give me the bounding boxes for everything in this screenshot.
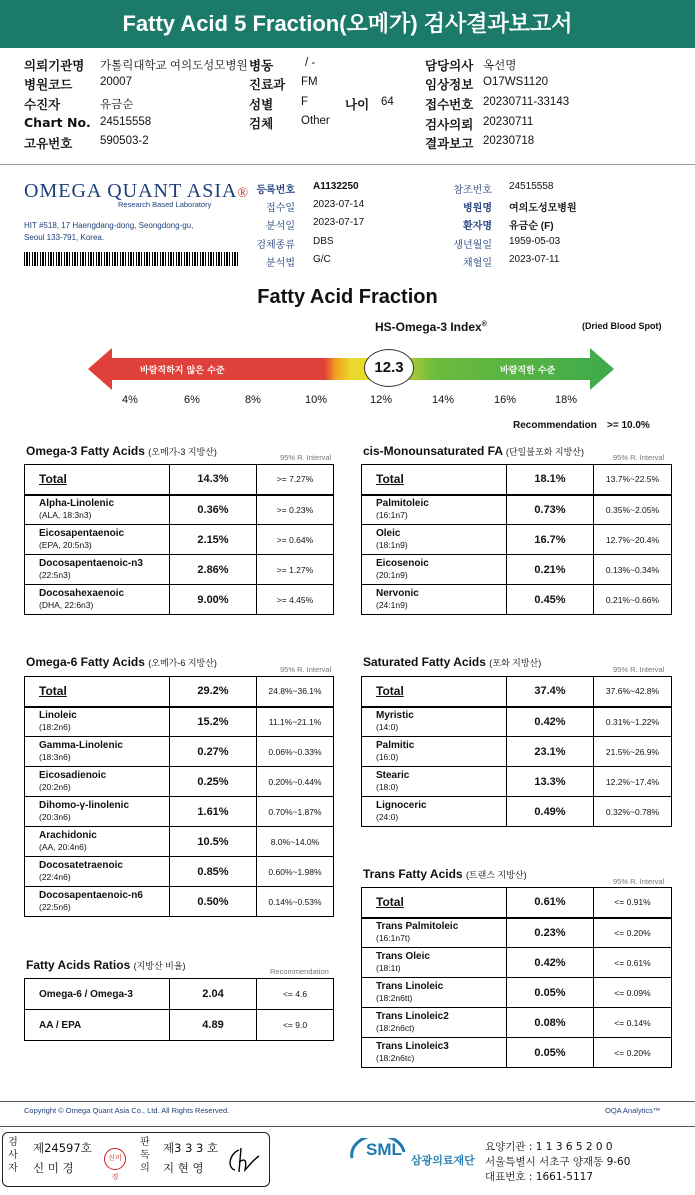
row-label: Arachidonic [39, 830, 97, 841]
row-name [362, 767, 507, 797]
row-value: 0.61% [507, 888, 594, 918]
row-range: <= 4.6 [257, 979, 334, 1010]
table-row [25, 797, 334, 827]
row-value: 0.85% [170, 857, 257, 887]
mufa-table [361, 464, 672, 615]
row-name [25, 707, 170, 737]
ref-no-label: 참조번호 [453, 185, 492, 196]
row-label: Trans Oleic [376, 951, 430, 962]
row-label: Docosapentaenoic-n3 [39, 558, 143, 569]
institution-value: 가톨릭대학교 여의도성모병원 [100, 60, 248, 72]
total-row [362, 465, 672, 495]
table-row [25, 827, 334, 857]
reg-no-value: A1132250 [313, 181, 359, 192]
row-sublabel: (14:0) [376, 722, 399, 733]
row-name [362, 918, 507, 948]
row-range: 0.70%~1.87% [257, 797, 334, 827]
omega3-title: Omega-3 Fatty Acids (오메가-3 지방산) [26, 444, 217, 458]
request-label: 검사의뢰 [425, 117, 474, 132]
omega3-index-title: HS-Omega-3 Index® [375, 320, 487, 334]
row-label: Palmitic [376, 740, 415, 751]
hospital-code-value: 20007 [100, 76, 132, 88]
doctor-value: 옥선명 [483, 60, 517, 72]
reg-no-label: 등록번호 [256, 185, 295, 196]
age-label: 나이 [345, 97, 370, 112]
collected-label: 채혈일 [463, 258, 492, 269]
row-sublabel: (16:0) [376, 752, 399, 762]
gauge-low-label: 바람직하지 않은 수준 [140, 366, 225, 376]
gauge-tick-label: 6% [184, 394, 200, 406]
omega6-table [24, 676, 334, 917]
institution-phone: 대표번호 : 1661-5117 [485, 1171, 594, 1183]
row-label: Palmitoleic [376, 498, 429, 510]
table-row [362, 585, 672, 615]
row-name [25, 797, 170, 827]
total-row [25, 677, 334, 707]
hospital-code-label: 병원코드 [24, 77, 73, 92]
trans-ref: 95% R. Interval [613, 877, 665, 886]
row-label: Oleic [376, 528, 401, 539]
reviewer-label: 판독의 [140, 1137, 150, 1174]
row-label: Eicosadienoic [39, 770, 107, 781]
row-label: Trans Palmitoleic [376, 921, 459, 933]
row-range: 24.8%~36.1% [257, 677, 334, 707]
row-label: Trans Linoleic [376, 981, 444, 992]
hospital-label: 병원명 [463, 203, 492, 214]
row-label: Docosahexaenoic [39, 588, 125, 599]
row-name: Total [362, 888, 507, 918]
institution-code: 요양기관 : 1 1 3 6 5 2 0 0 [485, 1141, 613, 1153]
receipt-no-label: 접수번호 [425, 97, 474, 112]
omega6-title: Omega-6 Fatty Acids (오메가-6 지방산) [26, 655, 217, 669]
row-name [25, 525, 170, 555]
row-name [362, 1038, 507, 1068]
row-value: 0.21% [507, 555, 594, 585]
row-value: 0.27% [170, 737, 257, 767]
table-row [25, 857, 334, 887]
dept-label: 진료과 [249, 77, 286, 92]
ooa-analytics: OQA Analytics™ [605, 1106, 661, 1115]
row-value: 1.61% [170, 797, 257, 827]
row-value: 0.25% [170, 767, 257, 797]
row-label: Linoleic [39, 710, 77, 722]
row-value: 0.23% [507, 918, 594, 948]
row-value: 9.00% [170, 585, 257, 615]
lab-address: HIT #518, 17 Haengdang-dong, Seongdong-gu, Seoul 133-791, Korea. [24, 221, 194, 242]
row-value: 0.05% [507, 978, 594, 1008]
row-sublabel: (DHA, 22:6n3) [39, 600, 94, 610]
report-value: 20230718 [483, 135, 535, 147]
saturated-table [361, 676, 672, 827]
row-range: 0.31%~1.22% [594, 707, 672, 737]
row-range: <= 0.20% [594, 1038, 672, 1068]
barcode [24, 252, 240, 266]
collected-value: 2023-07-11 [509, 254, 560, 265]
copyright: Copyright © Omega Quant Asia Co., Ltd. All Rights Reserved. [24, 1106, 230, 1115]
row-sublabel: (AA, 20:4n6) [39, 842, 87, 852]
received-value: 2023-07-14 [313, 199, 365, 210]
analyzed-value: 2023-07-17 [313, 217, 365, 228]
row-range: <= 0.91% [594, 888, 672, 918]
row-label: Eicosenoic [376, 558, 429, 569]
row-name [25, 585, 170, 615]
row-sublabel: (18:2n6ct) [376, 1023, 415, 1033]
analyzed-label: 분석일 [266, 221, 295, 232]
row-value: 18.1% [507, 465, 594, 495]
row-label: Nervonic [376, 588, 419, 599]
row-sublabel: (18:2n6tt) [376, 993, 413, 1003]
table-row [25, 585, 334, 615]
row-value: 4.89 [170, 1010, 257, 1041]
row-sublabel: (18:3n6) [39, 752, 71, 762]
row-sublabel: (EPA, 20:5n3) [39, 540, 92, 550]
row-range: 0.21%~0.66% [594, 585, 672, 615]
report-title: Fatty Acid 5 Fraction(오메가) 검사결과보고서 [0, 0, 695, 48]
divider [0, 164, 695, 165]
row-name [362, 797, 507, 827]
gauge-tick-label: 14% [431, 394, 455, 406]
table-row [362, 525, 672, 555]
fatty-acid-fraction-title: Fatty Acid Fraction [257, 286, 438, 308]
row-label: Eicosapentaenoic [39, 528, 125, 539]
lab-subtitle: Research Based Laboratory [118, 200, 212, 209]
row-value: 0.50% [170, 887, 257, 917]
row-sublabel: (18:2n6) [39, 722, 71, 733]
table-row [362, 978, 672, 1008]
table-row [362, 495, 672, 525]
recommendation-value: >= 10.0% [607, 420, 650, 431]
sample-value: DBS [313, 236, 334, 247]
row-value: 0.45% [507, 585, 594, 615]
row-name [362, 1008, 507, 1038]
recipient-label: 수진자 [24, 97, 61, 112]
row-sublabel: (22:4n6) [39, 872, 71, 882]
row-value: 14.3% [170, 465, 257, 495]
table-row [362, 1008, 672, 1038]
row-label: Alpha-Linolenic [39, 498, 114, 510]
row-sublabel: (18:0) [376, 782, 399, 792]
tester-seal: 신미경 [104, 1148, 126, 1170]
row-range: <= 0.61% [594, 948, 672, 978]
row-value: 0.73% [507, 495, 594, 525]
row-label: Trans Linoleic2 [376, 1011, 449, 1022]
receipt-no-value: 20230711-33143 [483, 96, 570, 108]
row-value: 16.7% [507, 525, 594, 555]
row-sublabel: (18:1t) [376, 963, 401, 973]
lab-logo: OMEGA QUANT ASIA® [24, 180, 250, 202]
table-row [25, 555, 334, 585]
gauge-tick-label: 12% [369, 394, 393, 406]
row-name [25, 555, 170, 585]
omega3-table [24, 464, 334, 615]
request-value: 20230711 [483, 116, 534, 128]
row-value: 29.2% [170, 677, 257, 707]
row-label: Trans Linoleic3 [376, 1041, 449, 1052]
doctor-label: 담당의사 [425, 58, 474, 73]
sml-name: 삼광의료재단 [411, 1154, 475, 1167]
chart-value: 24515558 [100, 116, 152, 128]
trans-title: Trans Fatty Acids (트랜스 지방산) [363, 867, 527, 881]
row-label: Docosapentaenoic-n6 [39, 890, 143, 901]
row-name [25, 767, 170, 797]
table-row [362, 737, 672, 767]
row-range: 0.13%~0.34% [594, 555, 672, 585]
row-name [25, 495, 170, 525]
mufa-title: cis-Monounsaturated FA (단일불포화 지방산) [363, 444, 584, 458]
saturated-title: Saturated Fatty Acids (포화 지방산) [363, 655, 542, 669]
row-sublabel: (20:3n6) [39, 812, 71, 822]
dob-value: 1959-05-03 [509, 236, 561, 247]
row-range: 12.2%~17.4% [594, 767, 672, 797]
table-row [25, 525, 334, 555]
dept-value: FM [301, 76, 318, 88]
row-range: 12.7%~20.4% [594, 525, 672, 555]
tester-name: 신 미 경 [33, 1161, 74, 1175]
sex-value: F [301, 96, 309, 108]
row-name [362, 495, 507, 525]
row-sublabel: (18:2n6tc) [376, 1053, 415, 1063]
row-range: 0.35%~2.05% [594, 495, 672, 525]
reviewer-license: 제3 3 3 호 [163, 1141, 219, 1155]
gauge-tick-label: 16% [493, 394, 517, 406]
specimen-value: Other [301, 115, 330, 127]
sample-type-note: (Dried Blood Spot) [582, 321, 662, 331]
row-name [362, 585, 507, 615]
row-range: >= 7.27% [257, 465, 334, 495]
row-name [362, 555, 507, 585]
reviewer-signature [225, 1144, 265, 1176]
row-name: Total [25, 465, 170, 495]
gauge-tick-label: 4% [122, 394, 138, 406]
tester-license: 제24597호 [33, 1141, 92, 1155]
method-value: G/C [313, 254, 331, 265]
report-label: 결과보고 [425, 136, 474, 151]
sample-label: 검체종류 [256, 240, 295, 251]
row-name [362, 525, 507, 555]
row-sublabel: (22:5n3) [39, 570, 71, 580]
row-label: Dihomo-γ-linolenic [39, 800, 129, 811]
row-value: 0.05% [507, 1038, 594, 1068]
row-range: 8.0%~14.0% [257, 827, 334, 857]
row-value: 0.42% [507, 948, 594, 978]
dob-label: 생년월일 [453, 240, 492, 251]
row-range: >= 0.64% [257, 525, 334, 555]
row-value: 0.49% [507, 797, 594, 827]
row-value: 37.4% [507, 677, 594, 707]
omega3-index-value: 12.3 [364, 349, 414, 387]
row-name [25, 887, 170, 917]
table-row [362, 797, 672, 827]
row-label: Docosatetraenoic [39, 860, 123, 871]
sml-logo: SML [366, 1140, 402, 1159]
ratios-ref: Recommendation [270, 967, 329, 976]
method-label: 분석법 [266, 258, 295, 269]
row-value: 15.2% [170, 707, 257, 737]
mufa-ref: 95% R. Interval [613, 453, 665, 462]
row-sublabel: (16:1n7t) [376, 933, 411, 944]
age-value: 64 [381, 96, 394, 108]
row-label: Myristic [376, 710, 414, 722]
row-range: >= 1.27% [257, 555, 334, 585]
table-row [362, 948, 672, 978]
row-value: 0.42% [507, 707, 594, 737]
gauge-tick-label: 10% [304, 394, 328, 406]
table-row [25, 495, 334, 525]
recommendation-label: Recommendation [513, 420, 597, 431]
received-label: 접수일 [266, 203, 295, 214]
row-name: Total [362, 465, 507, 495]
table-row [25, 979, 334, 1010]
table-row [25, 707, 334, 737]
specimen-label: 검체 [249, 116, 274, 131]
row-name [25, 737, 170, 767]
row-sublabel: (22:5n6) [39, 902, 71, 912]
recipient-value: 유금순 [100, 99, 134, 111]
omega6-ref: 95% R. Interval [280, 665, 332, 674]
row-label: Stearic [376, 770, 410, 781]
sex-label: 성별 [249, 97, 274, 112]
row-value: 0.08% [507, 1008, 594, 1038]
row-range: >= 4.45% [257, 585, 334, 615]
row-range: <= 0.09% [594, 978, 672, 1008]
row-label: Lignoceric [376, 800, 427, 811]
institution-address: 서울특별시 서초구 양재동 9-60 [485, 1156, 631, 1168]
table-row [25, 737, 334, 767]
ward-label: 병동 [249, 58, 274, 73]
ratios-table [24, 978, 334, 1041]
saturated-ref: 95% R. Interval [613, 665, 665, 674]
row-name [362, 737, 507, 767]
row-name: Total [362, 677, 507, 707]
row-range: 0.20%~0.44% [257, 767, 334, 797]
row-value: 10.5% [170, 827, 257, 857]
table-row [362, 918, 672, 948]
row-name [25, 827, 170, 857]
ward-value: / - [305, 57, 316, 69]
row-name: Omega-6 / Omega-3 [25, 979, 170, 1010]
chart-label: Chart No. [24, 115, 91, 130]
reviewer-name: 지 현 영 [163, 1161, 204, 1175]
row-range: >= 0.23% [257, 495, 334, 525]
gauge-high-label: 바람직한 수준 [500, 366, 556, 376]
row-range: 0.60%~1.98% [257, 857, 334, 887]
row-range: 0.32%~0.78% [594, 797, 672, 827]
patient-value: 유금순 (F) [509, 221, 554, 232]
row-sublabel: (20:1n9) [376, 570, 408, 580]
row-value: 0.36% [170, 495, 257, 525]
table-row [362, 707, 672, 737]
row-range: 21.5%~26.9% [594, 737, 672, 767]
row-sublabel: (20:2n6) [39, 782, 71, 792]
omega3-ref: 95% R. Interval [280, 453, 332, 462]
footer-divider [0, 1101, 695, 1102]
row-sublabel: (16:1n7) [376, 510, 408, 521]
row-sublabel: (18:1n9) [376, 540, 408, 550]
row-name [362, 978, 507, 1008]
row-name [362, 707, 507, 737]
unique-value: 590503-2 [100, 135, 149, 147]
institution-label: 의뢰기관명 [24, 58, 85, 73]
row-sublabel: (24:0) [376, 812, 399, 822]
hospital-value: 여의도성모병원 [509, 203, 577, 214]
row-label: Gamma-Linolenic [39, 740, 123, 751]
row-range: 0.14%~0.53% [257, 887, 334, 917]
row-value: 2.86% [170, 555, 257, 585]
row-name: AA / EPA [25, 1010, 170, 1041]
row-range: <= 0.14% [594, 1008, 672, 1038]
row-range: 13.7%~22.5% [594, 465, 672, 495]
row-value: 23.1% [507, 737, 594, 767]
row-value: 2.15% [170, 525, 257, 555]
table-row [362, 555, 672, 585]
clinical-label: 임상정보 [425, 77, 474, 92]
table-row [362, 767, 672, 797]
row-range: <= 9.0 [257, 1010, 334, 1041]
footer-divider-2 [0, 1126, 695, 1127]
patient-label: 환자명 [463, 221, 492, 232]
gauge-tick-label: 18% [554, 394, 578, 406]
row-name: Total [25, 677, 170, 707]
table-row [362, 1038, 672, 1068]
row-sublabel: (24:1n9) [376, 600, 408, 610]
row-name [25, 857, 170, 887]
table-row [25, 887, 334, 917]
total-row [362, 888, 672, 918]
total-row [25, 465, 334, 495]
tester-label: 검사자 [8, 1137, 18, 1174]
row-value: 13.3% [507, 767, 594, 797]
ref-no-value: 24515558 [509, 181, 554, 192]
table-row [25, 1010, 334, 1041]
row-value: 2.04 [170, 979, 257, 1010]
row-name [362, 948, 507, 978]
row-range: <= 0.20% [594, 918, 672, 948]
row-range: 37.6%~42.8% [594, 677, 672, 707]
gauge-tick-label: 8% [245, 394, 261, 406]
ratios-title: Fatty Acids Ratios (지방산 비율) [26, 958, 186, 972]
unique-label: 고유번호 [24, 136, 73, 151]
row-range: 0.06%~0.33% [257, 737, 334, 767]
row-sublabel: (ALA, 18:3n3) [39, 510, 92, 521]
trans-table [361, 887, 672, 1068]
row-range: 11.1%~21.1% [257, 707, 334, 737]
total-row [362, 677, 672, 707]
clinical-value: O17WS1120 [483, 76, 548, 88]
table-row [25, 767, 334, 797]
